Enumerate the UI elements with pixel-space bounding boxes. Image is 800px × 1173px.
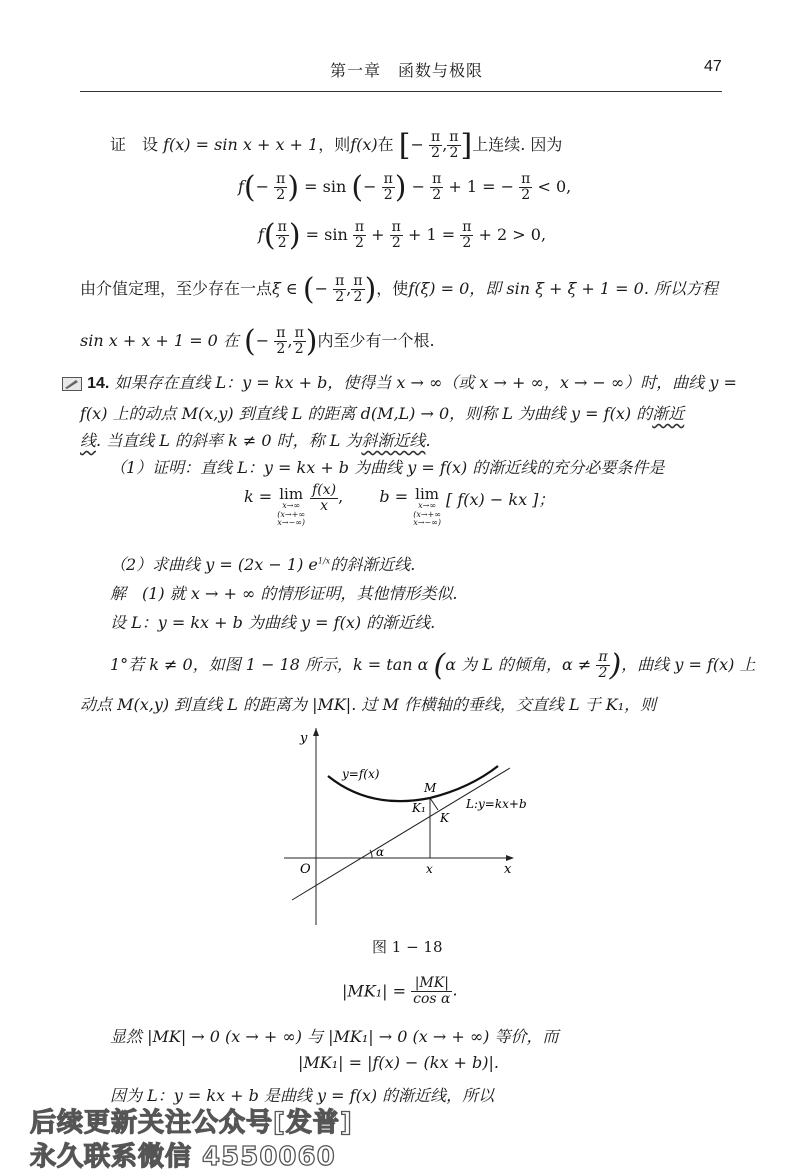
paren-close: ) xyxy=(394,170,407,205)
comma: , xyxy=(442,135,448,154)
frac-num: |MK| xyxy=(411,976,452,992)
solution-text: α 为 L 的倾角，α ≠ xyxy=(445,655,592,674)
minus-sign: − xyxy=(314,279,328,298)
frac-pi-2 xyxy=(333,274,346,304)
frac-num: π xyxy=(432,171,442,188)
frac-pi-2 xyxy=(293,326,306,356)
equation-root: sin x + x + 1 = 0 在 xyxy=(80,331,239,350)
comma: , xyxy=(287,331,293,350)
frac-num: π xyxy=(462,219,472,236)
proof-on: 在 xyxy=(377,135,394,154)
frac-pi-2 xyxy=(460,220,473,250)
eq-text: = sin xyxy=(304,177,347,196)
problem-14-line-2 xyxy=(80,401,684,424)
header-divider xyxy=(80,91,722,92)
cond-minus: x→−∞ xyxy=(413,518,438,527)
lim-conditions xyxy=(413,511,441,527)
paren-close: ) xyxy=(305,324,318,359)
frac-num: π xyxy=(294,325,304,342)
eq-text: + xyxy=(371,225,385,244)
paren-open: ( xyxy=(263,218,276,253)
paren-open: ( xyxy=(244,324,256,359)
problem-part-1: （1）证明：直线 L：y = kx + b 为曲线 y = f(x) 的渐近线的充分必要条件是 xyxy=(110,458,665,477)
interval-bracket-close: ] xyxy=(460,128,473,163)
frac-fx-over-x xyxy=(310,483,338,513)
lim-conditions xyxy=(277,511,305,527)
figure-caption: 图 1 − 18 xyxy=(372,938,443,956)
frac-num: π xyxy=(391,219,401,236)
problem-text: 如果存在直线 L：y = kx + b，使得当 x → ∞（或 x → + ∞，x → − ∞）时，曲线 y = xyxy=(114,373,737,392)
interval-bracket-open: [ xyxy=(398,128,411,163)
frac-pi-2 xyxy=(447,130,460,160)
cond-paren: ) xyxy=(301,518,305,527)
proof-line-1 xyxy=(110,128,562,163)
solution-line-2: 设 L：y = kx + b 为曲线 y = f(x) 的渐近线. xyxy=(110,613,436,632)
frac-den: 2 xyxy=(276,187,286,203)
solution-text: 1°若 k ≠ 0，如图 1 − 18 所示，k = tan α xyxy=(110,655,429,674)
period: . xyxy=(425,431,431,450)
solution-line-3 xyxy=(110,648,756,683)
frac-pi-2 xyxy=(382,172,395,202)
b-body: [ f(x) − kx ]； xyxy=(446,490,555,509)
frac-num: π xyxy=(276,325,286,342)
watermark-line-1: 后续更新关注公众号[发普] xyxy=(30,1108,353,1138)
frac-mk-cos xyxy=(411,976,452,1006)
frac-num: π xyxy=(276,171,286,188)
part2-text: （2）求曲线 y = (2x − 1) e xyxy=(110,555,318,574)
problem-number: 14. xyxy=(87,375,110,392)
term-oblique-asymptote: 斜渐近线 xyxy=(361,431,426,450)
frac-num: f(x) xyxy=(312,482,337,498)
solution-line-7: 因为 L：y = kx + b 是曲线 y = f(x) 的渐近线，所以 xyxy=(110,1086,495,1105)
frac-pi-2 xyxy=(519,172,532,202)
frac-den: cos α xyxy=(413,990,451,1007)
paren-open: ( xyxy=(243,170,256,205)
pencil-icon xyxy=(62,377,82,391)
proof-line-4 xyxy=(80,324,435,359)
frac-pi-2 xyxy=(596,650,609,680)
proof-fx: f(x) xyxy=(350,135,378,154)
frac-den: 2 xyxy=(521,187,531,203)
y-axis-arrow xyxy=(313,728,319,736)
x-axis-arrow xyxy=(506,855,514,861)
minus-sign: − xyxy=(363,177,377,196)
solution-line-4: 动点 M(x,y) 到直线 L 的距离为 |MK|. 过 M 作横轴的垂线，交直线 L 于 K₁，则 xyxy=(80,695,657,714)
frac-num: π xyxy=(354,219,365,236)
proof-function: f(x) = sin x + x + 1 xyxy=(163,135,319,154)
minus-sign: − xyxy=(255,331,270,350)
eq-text: < 0, xyxy=(537,177,572,196)
running-header-title: 第一章 函数与极限 xyxy=(330,61,484,80)
paren-close: ) xyxy=(288,218,301,253)
frac-den: 2 xyxy=(353,289,363,305)
period: . xyxy=(452,980,458,1000)
part2-text: 的斜渐近线. xyxy=(330,555,416,574)
frac-den: 2 xyxy=(294,341,304,357)
k-equals: k = xyxy=(244,487,273,506)
frac-num: π xyxy=(449,129,459,146)
eq-text: + 1 = − xyxy=(448,177,515,196)
point-K1-label: K₁ xyxy=(412,801,426,815)
frac-num: π xyxy=(383,171,393,188)
proof-intro: 证 设 xyxy=(110,135,159,154)
frac-den: 2 xyxy=(335,289,345,305)
angle-alpha-label: α xyxy=(376,845,385,859)
frac-pi-2 xyxy=(390,220,403,250)
frac-num: π xyxy=(521,171,531,188)
origin-label: O xyxy=(300,862,311,877)
comma: , xyxy=(338,487,344,506)
has-root: 内至少有一个根. xyxy=(317,331,435,350)
problem-text: f(x) 上的动点 M(x,y) 到直线 L 的距离 d(M,L) → 0，则称 L 为曲线 y = f(x) 的 xyxy=(80,404,653,423)
eq-text: + 1 = xyxy=(407,225,456,244)
minus-sign: − xyxy=(255,177,270,196)
minus-sign: − xyxy=(410,135,424,154)
paren-open: ( xyxy=(433,648,446,683)
limit-b xyxy=(413,487,441,527)
eq-text: + 2 > 0, xyxy=(478,225,547,244)
frac-pi-2 xyxy=(430,172,443,202)
frac-den: 2 xyxy=(391,235,401,251)
line-L-label: L:y=kx+b xyxy=(466,797,527,811)
solution-line-1: 解 (1) 就 x → + ∞ 的情形证明，其他情形类似. xyxy=(110,584,458,603)
watermark-line-2: 永久联系微信 4550060 xyxy=(30,1142,336,1172)
frac-num: π xyxy=(431,129,441,146)
proof-then: ，则 xyxy=(318,135,351,154)
frac-den: 2 xyxy=(462,235,472,251)
proof-continuous: 上连续. 因为 xyxy=(472,135,563,154)
so-that: ，使 xyxy=(376,279,409,298)
lim-word: lim xyxy=(415,485,439,503)
solution-text: ，曲线 y = f(x) 上 xyxy=(621,655,756,674)
frac-den: 2 xyxy=(276,341,286,357)
frac-den: 2 xyxy=(598,665,608,681)
limit-formula xyxy=(244,482,555,527)
eq-lhs: |MK₁| = xyxy=(342,981,407,1001)
eq-f: f xyxy=(238,177,244,196)
paren-open: ( xyxy=(302,272,315,307)
frac-den: 2 xyxy=(449,145,459,161)
frac-pi-2 xyxy=(276,220,289,250)
y-axis-label: y xyxy=(300,731,308,746)
lim-word: lim xyxy=(279,485,304,503)
lim-subscript: x→∞ xyxy=(418,501,437,510)
frac-pi-2 xyxy=(353,220,366,250)
frac-den: 2 xyxy=(432,187,442,203)
cond-plus: x→+∞ xyxy=(416,510,441,519)
paren-close: ) xyxy=(609,648,622,683)
cond-paren: ( xyxy=(413,510,417,519)
frac-num: π xyxy=(353,273,363,290)
cond-minus: x→−∞ xyxy=(277,518,302,527)
frac-den: 2 xyxy=(431,145,441,161)
eq-f: f xyxy=(258,225,264,244)
problem-14-line-3 xyxy=(80,428,431,451)
proof-equation-1 xyxy=(238,170,571,205)
xi-in: ξ ∈ xyxy=(272,279,298,298)
frac-num: π xyxy=(598,649,608,666)
point-M-label: M xyxy=(424,781,437,795)
paren-open: ( xyxy=(351,170,364,205)
solution-line-6: |MK₁| = |f(x) − (kx + b)|. xyxy=(298,1053,500,1072)
term-asymptote-end: 线 xyxy=(80,431,97,450)
frac-den: x xyxy=(320,497,329,514)
frac-pi-2 xyxy=(429,130,442,160)
line-L xyxy=(292,768,510,900)
lim-subscript: x→∞ xyxy=(282,501,301,510)
term-asymptote: 渐近 xyxy=(652,404,685,423)
cond-paren: ( xyxy=(277,510,281,519)
proof-line-3 xyxy=(80,272,718,307)
paren-close: ) xyxy=(364,272,377,307)
frac-den: 2 xyxy=(355,235,364,251)
curve-label: y=f(x) xyxy=(342,767,380,781)
frac-num: π xyxy=(277,219,287,236)
comma: , xyxy=(346,279,352,298)
point-K-label: K xyxy=(440,811,449,825)
problem-text: . 当直线 L 的斜率 k ≠ 0 时，称 L 为 xyxy=(96,431,362,450)
cond-paren: ) xyxy=(437,518,441,527)
ivt-text: 由介值定理，至少存在一点 xyxy=(80,279,273,298)
frac-den: 2 xyxy=(277,235,287,251)
x-tick-label: x xyxy=(426,862,433,876)
proof-equation-2 xyxy=(258,218,546,253)
paren-close: ) xyxy=(287,170,300,205)
frac-pi-2 xyxy=(351,274,364,304)
exponent: 1/x xyxy=(317,556,331,566)
frac-pi-2 xyxy=(274,326,287,356)
ivt-conclusion: f(ξ) = 0，即 sin ξ + ξ + 1 = 0. 所以方程 xyxy=(408,279,718,298)
cond-plus: x→+∞ xyxy=(280,510,305,519)
eq-text: − xyxy=(411,177,426,196)
x-axis-label: x xyxy=(504,862,512,877)
b-equals: b = xyxy=(379,487,409,506)
problem-part-2 xyxy=(110,552,415,575)
segment-MK xyxy=(430,798,438,810)
figure-1-18 xyxy=(270,720,530,930)
eq-text: = sin xyxy=(305,225,348,244)
solution-line-5: 显然 |MK| → 0 (x → + ∞) 与 |MK₁| → 0 (x → + ∞) 等价，而 xyxy=(110,1027,559,1046)
frac-den: 2 xyxy=(383,187,393,203)
frac-num: π xyxy=(335,273,345,290)
eq-mk1 xyxy=(342,976,458,1006)
frac-pi-2 xyxy=(274,172,287,202)
page-number: 47 xyxy=(704,58,722,75)
problem-14-line-1 xyxy=(62,370,737,393)
limit-k xyxy=(277,487,305,527)
